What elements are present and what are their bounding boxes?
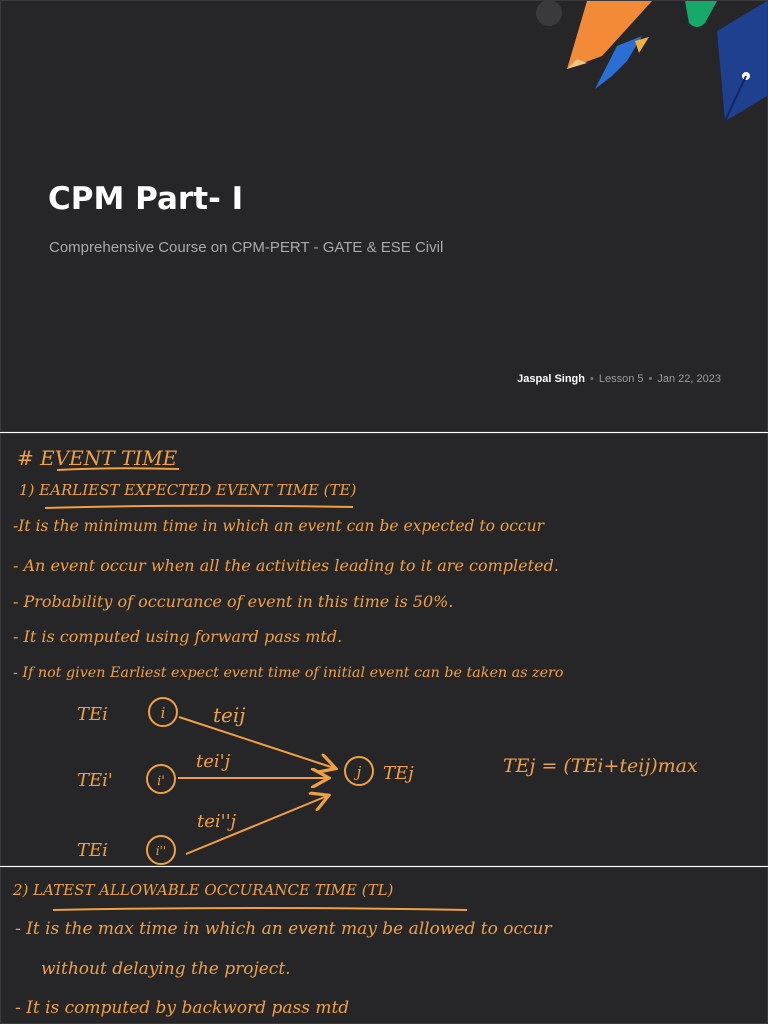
- event-network-diagram: [1, 434, 768, 866]
- note-line: - It is computed using forward pass mtd.: [13, 627, 343, 646]
- note-line: - Probability of occurance of event in this time is 50%.: [13, 592, 454, 611]
- cover-slide: [0, 0, 768, 432]
- lesson-number: Lesson 5: [598, 373, 644, 385]
- author-name: Jaspal Singh: [517, 373, 585, 385]
- node-i-prime-label: i': [157, 774, 165, 789]
- notes-slide-2: [0, 867, 768, 1024]
- separator-dot-icon: •: [648, 373, 653, 385]
- note-line: - It is computed by backword pass mtd: [15, 998, 350, 1018]
- lesson-date: Jan 22, 2023: [657, 373, 721, 385]
- lesson-meta: [517, 373, 721, 385]
- notes-subheading: 2) LATEST ALLOWABLE OCCURANCE TIME (TL): [13, 881, 394, 899]
- notes-heading: # EVENT TIME: [17, 446, 178, 470]
- note-line: - If not given Earliest expect event time of initial event can be taken as zero: [13, 665, 564, 681]
- te-i-label: TEi: [77, 704, 108, 725]
- separator-dot-icon: •: [590, 373, 594, 385]
- note-line: - An event occur when all the activities leading to it are completed.: [13, 556, 559, 575]
- te-i-double-prime-label: TEi: [77, 840, 108, 861]
- notes-slide-1: [0, 433, 768, 866]
- note-line: -It is the minimum time in which an event can be expected to occur: [13, 517, 544, 535]
- note-line: without delaying the project.: [41, 959, 291, 979]
- node-i-double-prime-label: i'': [155, 844, 167, 858]
- pencil-decoration-icon: [517, 1, 767, 126]
- node-i-label: i: [160, 704, 166, 722]
- duration-teij-label: teij: [213, 703, 246, 727]
- duration-tei-double-prime-j-label: tei''j: [197, 811, 237, 832]
- page-title: CPM Part- I: [48, 181, 244, 217]
- course-subtitle: Comprehensive Course on CPM-PERT - GATE & ESE Civil: [49, 239, 444, 256]
- notes-subheading: 1) EARLIEST EXPECTED EVENT TIME (TE): [19, 481, 357, 499]
- formula-te-j: TEj = (TEi+teij)max: [503, 755, 698, 777]
- duration-tei-prime-j-label: tei'j: [196, 751, 231, 772]
- node-j-label: j: [356, 763, 362, 781]
- te-i-prime-label: TEi': [77, 770, 113, 791]
- note-line: - It is the max time in which an event may be allowed to occur: [15, 919, 552, 939]
- te-j-label: TEj: [383, 763, 414, 784]
